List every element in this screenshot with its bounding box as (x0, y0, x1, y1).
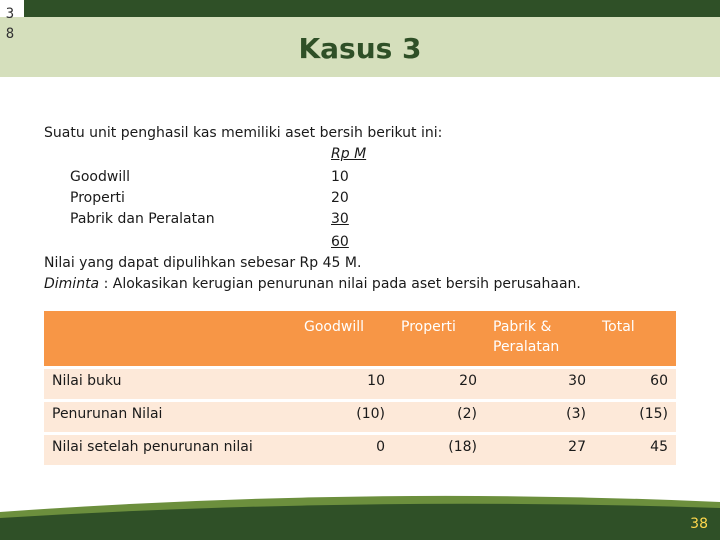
top-bar (0, 0, 720, 17)
instruction-text (44, 273, 581, 296)
asset-name: Pabrik dan Peralatan (70, 211, 215, 227)
table-cell: (10) (296, 402, 393, 432)
slide-title: Kasus 3 (298, 32, 422, 65)
table-cell: 10 (296, 369, 393, 399)
asset-name: Goodwill (70, 169, 130, 185)
diminta-text: : Alokasikan kerugian penurunan nilai pada aset bersih perusahaan. (99, 276, 581, 292)
page-number: 38 (690, 516, 708, 532)
asset-total: 60 (331, 234, 349, 250)
impairment-table (44, 311, 676, 471)
asset-name: Properti (70, 190, 125, 206)
table-cell: (15) (594, 402, 676, 432)
table-cell: 27 (485, 435, 594, 465)
table-header: Properti (393, 311, 485, 366)
table-row-label: Penurunan Nilai (44, 402, 296, 432)
table-cell: (18) (393, 435, 485, 465)
diminta-label: Diminta (44, 276, 100, 292)
footer-decoration (0, 492, 720, 540)
table-header: Goodwill (296, 311, 393, 366)
table-cell: 20 (393, 369, 485, 399)
table-header: Total (594, 311, 676, 366)
asset-value: 30 (331, 211, 349, 227)
table-header-blank (44, 311, 296, 366)
corner-slide-number: 3 8 (5, 6, 15, 42)
table-cell: (3) (485, 402, 594, 432)
table-cell: 60 (594, 369, 676, 399)
asset-value: 10 (331, 169, 349, 185)
table-row-label: Nilai setelah penurunan nilai (44, 435, 296, 465)
table-cell: 0 (296, 435, 393, 465)
table-row-label: Nilai buku (44, 369, 296, 399)
table-cell: 30 (485, 369, 594, 399)
asset-value: 20 (331, 190, 349, 206)
intro-text: Suatu unit penghasil kas memiliki aset bersih berikut ini: (44, 125, 443, 141)
table-header: Pabrik & Peralatan (485, 311, 594, 366)
recoverable-amount-text: Nilai yang dapat dipulihkan sebesar Rp 45 M. (44, 255, 362, 271)
unit-header: Rp M (331, 146, 367, 162)
table-cell: (2) (393, 402, 485, 432)
table-cell: 45 (594, 435, 676, 465)
